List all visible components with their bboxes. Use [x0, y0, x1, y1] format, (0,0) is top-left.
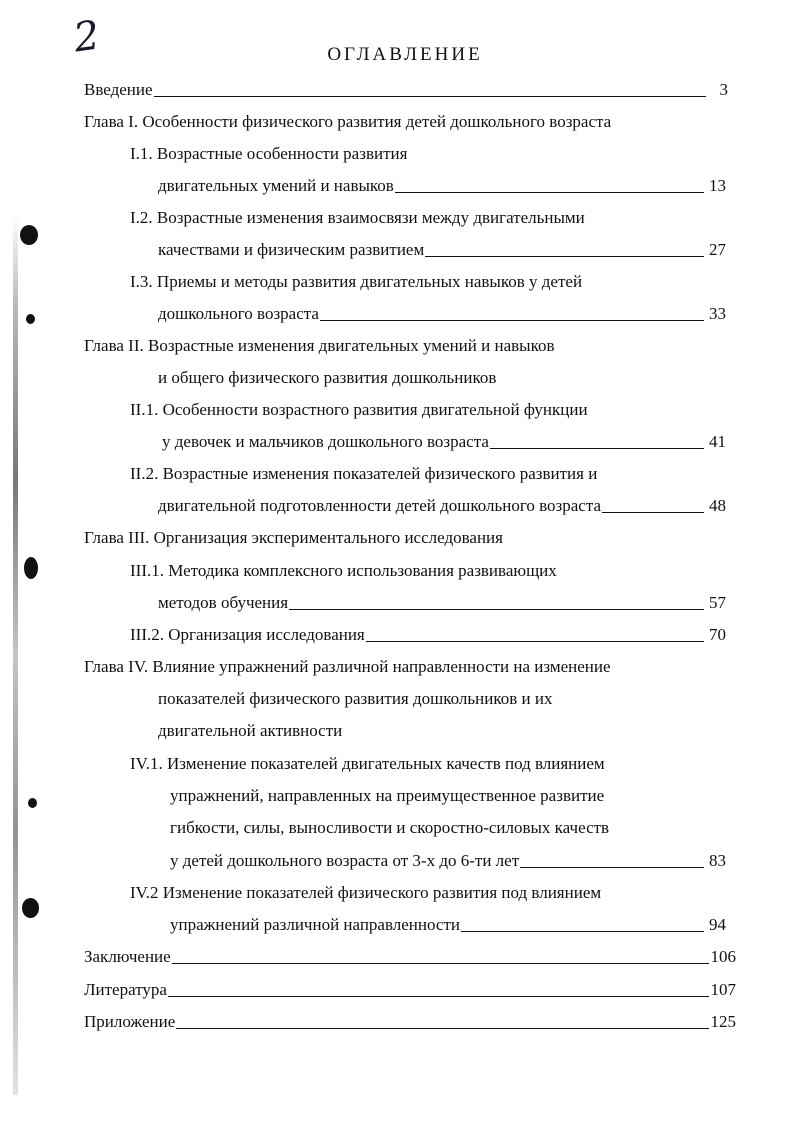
dot-leader [176, 1027, 708, 1029]
toc-section-heading-continued: гибкости, силы, выносливости и скоростно-силовых качеств [170, 818, 610, 837]
toc-entry-text: Литература [84, 980, 167, 999]
toc-section-heading: II.2. Возрастные изменения показателей физического развития и [130, 464, 598, 483]
dot-leader [461, 930, 704, 932]
toc-entry-section-4-2 [170, 913, 726, 937]
toc-page-number: 125 [710, 1012, 736, 1031]
toc-entry-text: упражнений различной направленности [170, 915, 460, 934]
dot-leader [172, 962, 709, 964]
toc-section-heading: II.1. Особенности возрастного развития двигательной функции [130, 400, 588, 419]
toc-entry-text: двигательной подготовленности детей дошкольного возраста [158, 496, 602, 515]
toc-page-number: 48 [709, 496, 726, 515]
toc-section-heading: IV.1. Изменение показателей двигательных качеств под влиянием [130, 754, 605, 773]
toc-section-heading: III.1. Методика комплексного использования развивающих [130, 561, 557, 580]
dot-leader [168, 995, 709, 997]
toc-page-number: 27 [709, 240, 726, 259]
toc-chapter-heading-continued: показателей физического развития дошкольников и их [158, 689, 553, 708]
toc-page-number: 41 [709, 432, 726, 451]
toc-page-number: 13 [709, 176, 726, 195]
toc-entry-text: III.2. Организация исследования [130, 625, 365, 644]
dot-leader [366, 640, 704, 642]
toc-entry-text: двигательных умений и навыков [158, 176, 394, 195]
punch-hole-mark [28, 798, 37, 808]
toc-entry-section-3-1 [158, 591, 726, 615]
toc-chapter-heading-continued: двигательной активности [158, 721, 343, 740]
toc-entry-section-2-1 [162, 430, 726, 454]
toc-chapter-heading: Глава IV. Влияние упражнений различной направленности на изменение [84, 657, 611, 676]
dot-leader [520, 866, 704, 868]
dot-leader [320, 319, 704, 321]
toc-entry-text: у девочек и мальчиков дошкольного возраста [162, 432, 489, 451]
toc-page-number: 107 [710, 980, 736, 999]
dot-leader [395, 191, 704, 193]
punch-hole-mark [24, 557, 38, 579]
handwritten-page-number: 2 [70, 12, 103, 62]
toc-page-number: 33 [709, 304, 726, 323]
toc-chapter-heading: Глава I. Особенности физического развития детей дошкольного возраста [84, 112, 612, 131]
toc-entry-section-1-3 [158, 302, 726, 326]
toc-entry-text: у детей дошкольного возраста от 3-х до 6-ти лет [170, 851, 520, 870]
dot-leader [490, 447, 704, 449]
toc-section-heading-continued: упражнений, направленных на преимущественное развитие [170, 786, 605, 805]
scan-binding-edge [13, 215, 18, 1095]
toc-entry-text: методов обучения [158, 593, 289, 612]
toc-entry-text: Введение [84, 80, 153, 99]
toc-page-number: 106 [710, 947, 736, 966]
toc-entry-conclusion [84, 945, 736, 969]
dot-leader [154, 95, 706, 97]
dot-leader [289, 608, 704, 610]
toc-page-number: 94 [709, 915, 726, 934]
toc-chapter-heading: Глава III. Организация экспериментального исследования [84, 528, 503, 547]
toc-entry-appendix [84, 1010, 736, 1034]
toc-entry-literature [84, 978, 736, 1002]
toc-section-heading: I.2. Возрастные изменения взаимосвязи между двигательными [130, 208, 585, 227]
toc-chapter-heading: Глава II. Возрастные изменения двигательных умений и навыков [84, 336, 555, 355]
toc-entry-text: качествами и физическим развитием [158, 240, 425, 259]
toc-section-heading: I.3. Приемы и методы развития двигательных навыков у детей [130, 272, 583, 291]
dot-leader [425, 255, 704, 257]
toc-entry-section-1-2 [158, 238, 726, 262]
toc-page-number: 83 [709, 851, 726, 870]
toc-entry-section-3-2 [130, 623, 726, 647]
toc-entry-text: Заключение [84, 947, 171, 966]
toc-page-number: 3 [719, 80, 728, 99]
toc-title: ОГЛАВЛЕНИЕ [327, 44, 483, 65]
punch-hole-mark [22, 898, 39, 918]
toc-page-number: 70 [709, 625, 726, 644]
toc-section-heading: IV.2 Изменение показателей физического развития под влиянием [130, 883, 602, 902]
toc-page-number: 57 [709, 593, 726, 612]
toc-entry-text: Приложение [84, 1012, 176, 1031]
dot-leader [602, 511, 704, 513]
toc-chapter-heading-continued: и общего физического развития дошкольников [158, 368, 497, 387]
toc-entry-section-2-2 [158, 494, 726, 518]
toc-section-heading: I.1. Возрастные особенности развития [130, 144, 408, 163]
toc-entry-section-4-1 [170, 849, 726, 873]
toc-entry-text: дошкольного возраста [158, 304, 319, 323]
punch-hole-mark [26, 314, 35, 324]
punch-hole-mark [20, 225, 38, 245]
toc-entry-introduction [84, 78, 728, 102]
toc-entry-section-1-1 [158, 174, 726, 198]
